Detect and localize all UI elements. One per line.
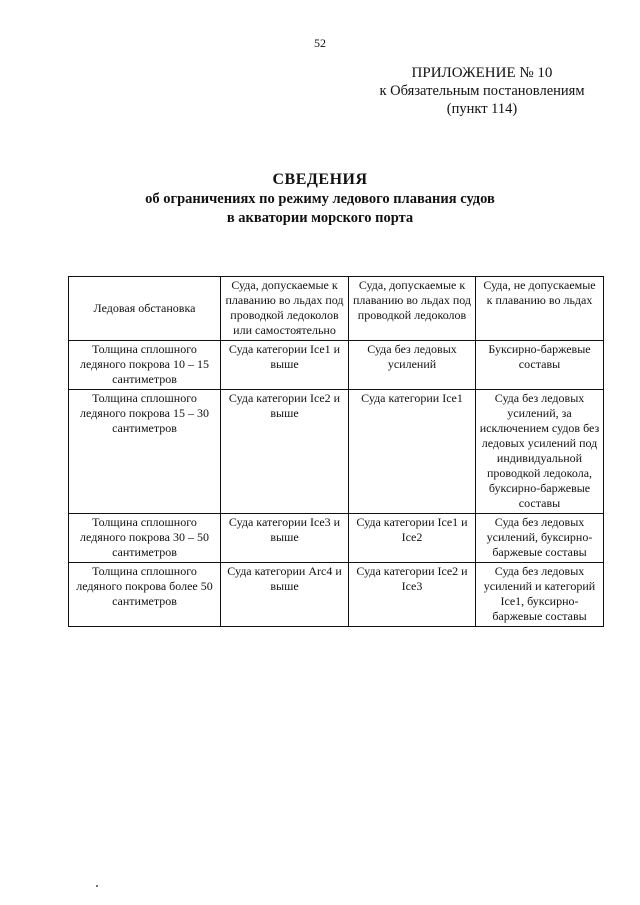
cell-allowed-any: Суда категории Arc4 и выше [221,563,349,627]
table-row [69,563,604,627]
appendix-item: (пункт 114) [446,101,518,117]
page-number: 52 [314,36,326,50]
cell-condition: Толщина сплошного ледяного покрова 30 – 50 сантиметров [69,514,221,563]
cell-allowed-escort: Суда без ледовых усилений [349,341,476,390]
heading-line-1: об ограничениях по режиму ледового плавания судов [145,191,495,207]
cell-not-allowed: Суда без ледовых усилений, за исключением судов без ледовых усилений под индивидуальной проводкой ледокола, буксирно-баржевые составы [476,390,604,514]
header-allowed-any: Суда, допускаемые к плаванию во льдах под проводкой ледоколов или самостоятельно [221,277,349,341]
cell-condition: Толщина сплошного ледяного покрова более 50 сантиметров [69,563,221,627]
appendix-title: ПРИЛОЖЕНИЕ № 10 [411,65,553,81]
table-header-row [69,277,604,341]
heading-line-2: в акватории морского порта [226,210,414,226]
appendix-block [352,64,612,118]
cell-allowed-escort: Суда категории Ice2 и Ice3 [349,563,476,627]
scan-speck [96,885,98,887]
cell-not-allowed: Буксирно-баржевые составы [476,341,604,390]
cell-not-allowed: Суда без ледовых усилений, буксирно-баржевые составы [476,514,604,563]
table-row [69,514,604,563]
table-row [69,390,604,514]
heading-title: СВЕДЕНИЯ [272,171,368,188]
appendix-reference: к Обязательным постановлениям [379,83,585,99]
cell-allowed-escort: Суда категории Ice1 и Ice2 [349,514,476,563]
cell-allowed-any: Суда категории Ice3 и выше [221,514,349,563]
ice-restrictions-table [68,276,604,627]
header-allowed-escort: Суда, допускаемые к плаванию во льдах под проводкой ледоколов [349,277,476,341]
cell-allowed-any: Суда категории Ice2 и выше [221,390,349,514]
cell-not-allowed: Суда без ледовых усилений и категорий Ice1, буксирно-баржевые составы [476,563,604,627]
cell-condition: Толщина сплошного ледяного покрова 15 – 30 сантиметров [69,390,221,514]
cell-allowed-any: Суда категории Ice1 и выше [221,341,349,390]
header-not-allowed: Суда, не допускаемые к плаванию во льдах [476,277,604,341]
table-row [69,341,604,390]
cell-condition: Толщина сплошного ледяного покрова 10 – 15 сантиметров [69,341,221,390]
header-ice-condition: Ледовая обстановка [69,277,221,341]
document-heading [0,170,640,228]
cell-allowed-escort: Суда категории Ice1 [349,390,476,514]
